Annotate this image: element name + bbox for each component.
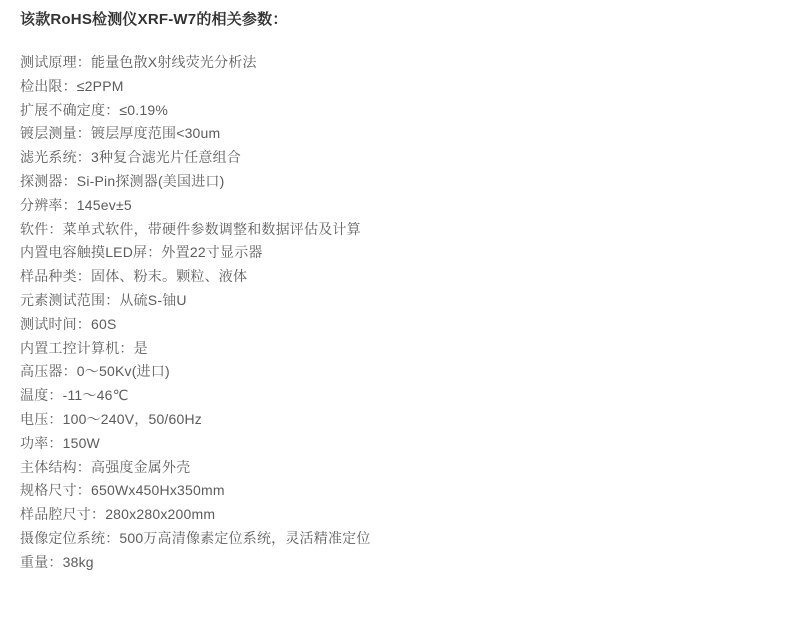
spec-line: 高压器：0～50Kv(进口): [20, 363, 170, 380]
spec-line: 软件：菜单式软件，带硬件参数调整和数据评估及计算: [20, 220, 361, 237]
spec-line: 滤光系统：3种复合滤光片任意组合: [20, 149, 241, 166]
spec-line: 测试时间：60S: [20, 315, 117, 332]
spec-line: 摄像定位系统：500万高清像素定位系统，灵活精准定位: [20, 529, 371, 546]
spec-list: [20, 51, 780, 575]
spec-line: 规格尺寸：650Wx450Hx350mm: [20, 482, 225, 499]
spec-line: 内置工控计算机：是: [20, 339, 148, 356]
spec-line: 重量：38kg: [20, 553, 94, 570]
spec-line: 元素测试范围：从硫S-铀U: [20, 291, 187, 308]
spec-line: 镀层测量：镀层厚度范围<30um: [20, 125, 221, 142]
spec-line: 温度：-11～46℃: [20, 387, 129, 404]
spec-line: 检出限：≤2PPM: [20, 77, 124, 94]
spec-line: 探测器：Si-Pin探测器(美国进口): [20, 172, 225, 189]
spec-line: 样品腔尺寸：280x280x200mm: [20, 506, 216, 523]
spec-line: 内置电容触摸LED屏：外置22寸显示器: [20, 244, 263, 261]
spec-line: 扩展不确定度：≤0.19%: [20, 101, 168, 118]
spec-line: 电压：100～240V，50/60Hz: [20, 410, 202, 427]
page-title: 该款RoHS检测仪XRF-W7的相关参数：: [20, 11, 288, 28]
spec-line: 测试原理：能量色散X射线荧光分析法: [20, 54, 257, 70]
spec-line: 分辨率：145ev±5: [20, 196, 132, 213]
spec-line: 主体结构：高强度金属外壳: [20, 458, 191, 475]
spec-line: 样品种类：固体、粉末。颗粒、液体: [20, 268, 248, 285]
spec-line: 功率：150W: [20, 434, 100, 451]
